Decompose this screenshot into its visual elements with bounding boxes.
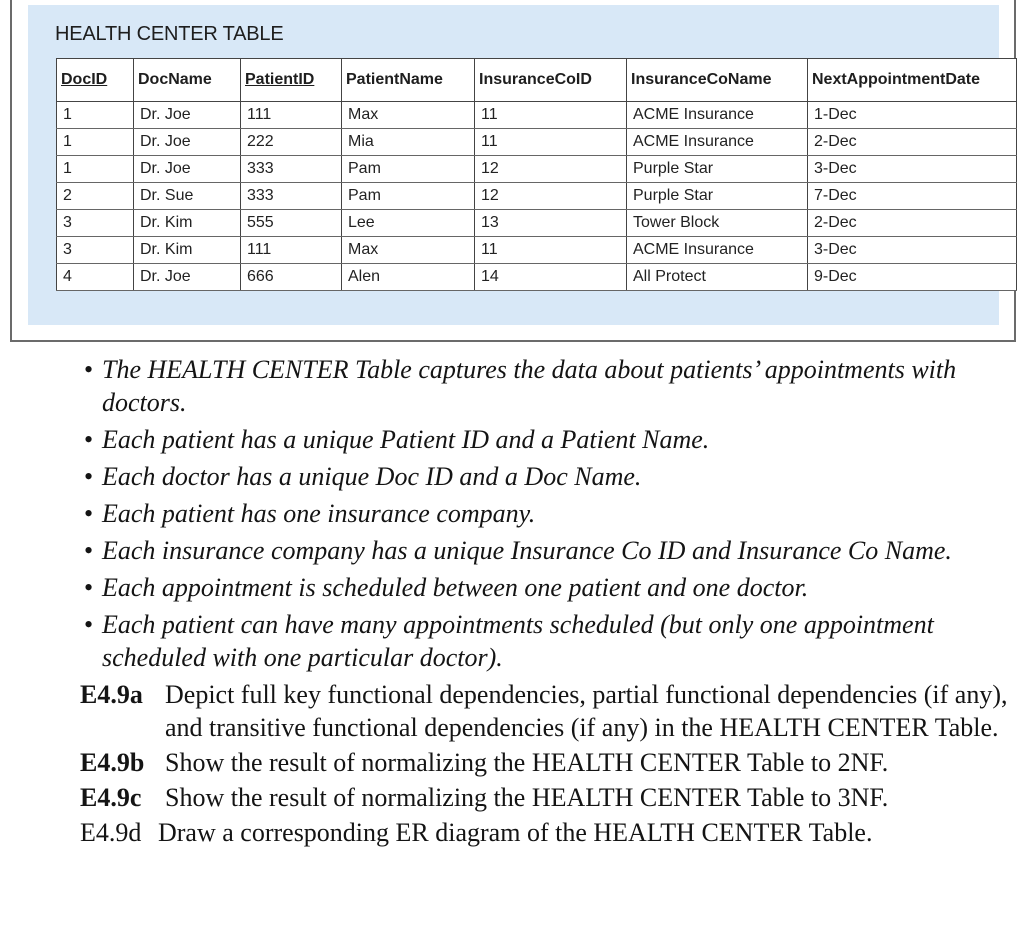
table-cell: 3 (57, 210, 134, 237)
table-cell: 4 (57, 264, 134, 291)
table-row (57, 237, 1017, 264)
table-cell: 111 (241, 237, 342, 264)
column-header-patientid: PatientID (241, 59, 342, 102)
requirement-item (80, 608, 1020, 674)
bullet-icon: • (84, 462, 94, 491)
table-cell: 1-Dec (808, 102, 1017, 129)
table-cell: 555 (241, 210, 342, 237)
exercise-list (80, 678, 1020, 849)
table-cell: 7-Dec (808, 183, 1017, 210)
table-cell: ACME Insurance (627, 237, 808, 264)
requirement-item (80, 423, 1020, 456)
requirement-text: Each patient has one insurance company. (102, 499, 536, 528)
requirement-text: Each doctor has a unique Doc ID and a Doc Name. (102, 462, 642, 491)
table-cell: 3-Dec (808, 237, 1017, 264)
table-cell: Dr. Joe (134, 102, 241, 129)
table-cell: 12 (475, 183, 627, 210)
table-row (57, 183, 1017, 210)
table-row (57, 264, 1017, 291)
table-cell: ACME Insurance (627, 129, 808, 156)
column-header-docid: DocID (57, 59, 134, 102)
exercise-item (80, 816, 1020, 849)
table-cell: Max (342, 102, 475, 129)
requirement-text: Each patient has a unique Patient ID and a Patient Name. (102, 425, 710, 454)
table-cell: 2-Dec (808, 129, 1017, 156)
bullet-icon: • (84, 573, 94, 602)
table-title: HEALTH CENTER TABLE (55, 23, 284, 45)
table-cell: 14 (475, 264, 627, 291)
exercise-code: E4.9c (80, 783, 142, 812)
table-body (57, 102, 1017, 291)
bullet-icon: • (84, 536, 94, 565)
table-cell: Lee (342, 210, 475, 237)
bullet-icon: • (84, 499, 94, 528)
table-cell: Dr. Kim (134, 210, 241, 237)
exercise-item (80, 746, 1020, 779)
table-cell: 111 (241, 102, 342, 129)
requirement-text: Each insurance company has a unique Insurance Co ID and Insurance Co Name. (102, 536, 952, 565)
table-cell: 9-Dec (808, 264, 1017, 291)
table-cell: All Protect (627, 264, 808, 291)
exercise-item (80, 781, 1020, 814)
health-center-table (56, 58, 1017, 291)
table-cell: Tower Block (627, 210, 808, 237)
table-cell: 3-Dec (808, 156, 1017, 183)
table-cell: 1 (57, 102, 134, 129)
bullet-icon: • (84, 610, 94, 639)
bullet-icon: • (84, 425, 94, 454)
table-cell: 11 (475, 102, 627, 129)
table-cell: 1 (57, 129, 134, 156)
table-cell: 3 (57, 237, 134, 264)
table-cell: Dr. Sue (134, 183, 241, 210)
table-cell: Purple Star (627, 183, 808, 210)
table-cell: 11 (475, 129, 627, 156)
requirement-item (80, 571, 1020, 604)
table-header-row (57, 59, 1017, 102)
table-cell: 12 (475, 156, 627, 183)
column-header-insurancecoid: InsuranceCoID (475, 59, 627, 102)
table-cell: 11 (475, 237, 627, 264)
exercise-text: Depict full key functional dependencies, partial functional dependencies (if any), and transitive functional dependencies (if any) in the HEALTH CENTER Table. (165, 680, 1008, 742)
exercise-code: E4.9b (80, 748, 145, 777)
table-cell: 222 (241, 129, 342, 156)
requirement-item (80, 460, 1020, 493)
requirements-list (80, 353, 1020, 674)
requirement-text: Each patient can have many appointments scheduled (but only one appointment scheduled with one particular doctor). (102, 610, 934, 672)
table-row (57, 210, 1017, 237)
table-cell: Mia (342, 129, 475, 156)
exercise-text: Show the result of normalizing the HEALTH CENTER Table to 3NF. (165, 783, 889, 812)
table-cell: Pam (342, 156, 475, 183)
table-cell: 2-Dec (808, 210, 1017, 237)
table-cell: Dr. Joe (134, 156, 241, 183)
exercise-text: Draw a corresponding ER diagram of the HEALTH CENTER Table. (158, 818, 873, 847)
table-cell: 333 (241, 183, 342, 210)
column-header-docname: DocName (134, 59, 241, 102)
problem-text (80, 353, 1020, 849)
requirement-item (80, 534, 1020, 567)
table-cell: 13 (475, 210, 627, 237)
table-row (57, 129, 1017, 156)
table-cell: Dr. Kim (134, 237, 241, 264)
table-cell: Max (342, 237, 475, 264)
table-cell: 2 (57, 183, 134, 210)
table-cell: 666 (241, 264, 342, 291)
column-header-nextappointmentdate: NextAppointmentDate (808, 59, 1017, 102)
table-cell: Pam (342, 183, 475, 210)
requirement-text: Each appointment is scheduled between one patient and one doctor. (102, 573, 809, 602)
table-cell: Purple Star (627, 156, 808, 183)
requirement-item (80, 497, 1020, 530)
requirement-item (80, 353, 1020, 419)
table-cell: Dr. Joe (134, 264, 241, 291)
table-cell: 333 (241, 156, 342, 183)
exercise-code: E4.9a (80, 680, 143, 709)
table-cell: Dr. Joe (134, 129, 241, 156)
table-cell: 1 (57, 156, 134, 183)
table-row (57, 102, 1017, 129)
bullet-icon: • (84, 355, 94, 384)
exercise-code: E4.9d (80, 818, 142, 847)
column-header-insuranceconame: InsuranceCoName (627, 59, 808, 102)
requirement-text: The HEALTH CENTER Table captures the data about patients’ appointments with doctors. (102, 355, 957, 417)
exercise-text: Show the result of normalizing the HEALTH CENTER Table to 2NF. (165, 748, 889, 777)
table-cell: ACME Insurance (627, 102, 808, 129)
table-row (57, 156, 1017, 183)
exercise-item (80, 678, 1020, 744)
table-cell: Alen (342, 264, 475, 291)
column-header-patientname: PatientName (342, 59, 475, 102)
